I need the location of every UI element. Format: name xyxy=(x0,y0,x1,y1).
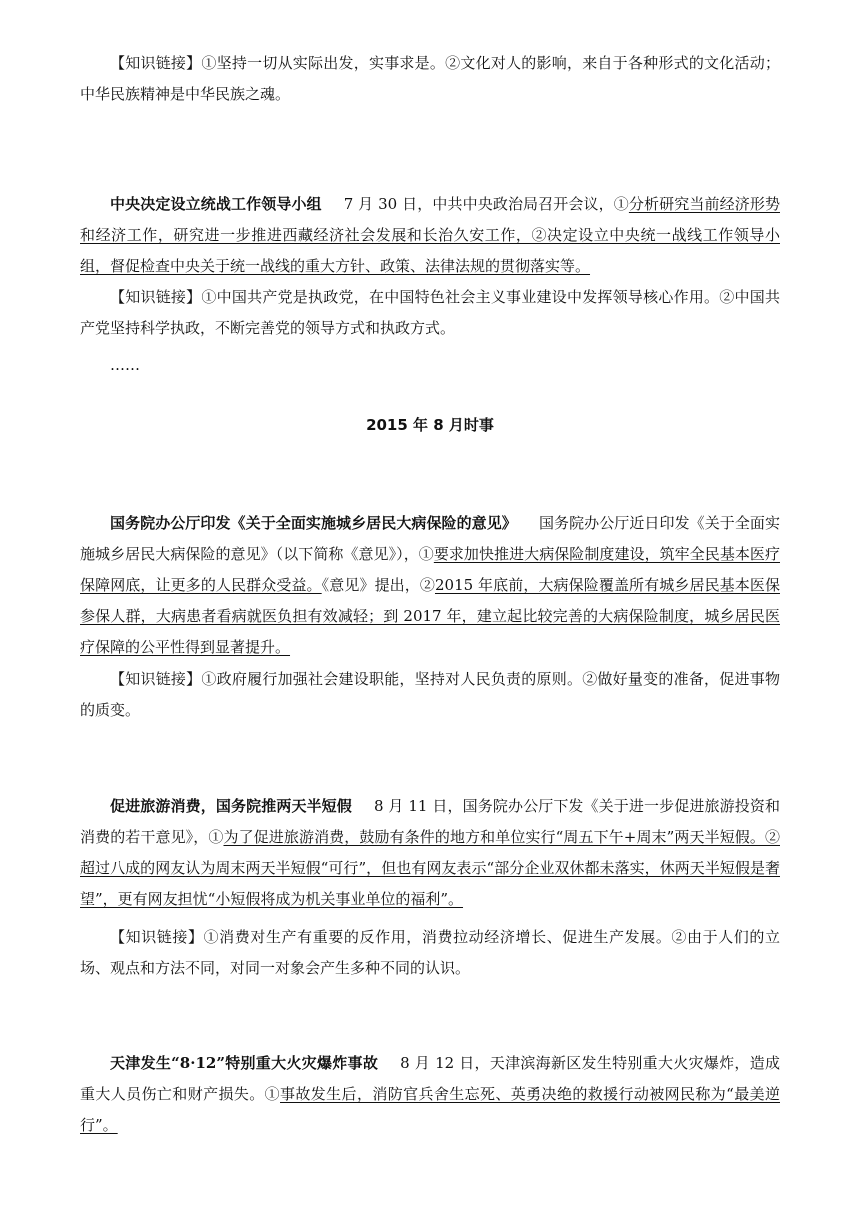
knowledge-link-label: 【知识链接】 xyxy=(110,928,204,946)
knowledge-link-label: 【知识链接】 xyxy=(110,54,202,72)
knowledge-link-text: ①坚持一切从实际出发，实事求是。②文化对人的影响，来自于各种形式的文化活动；中华民族精神是中华民族之魂。 xyxy=(80,54,780,103)
news-item-tourism xyxy=(80,791,780,915)
news-title: 促进旅游消费，国务院推两天半短假 xyxy=(110,797,352,815)
news-title: 国务院办公厅印发《关于全面实施城乡居民大病保险的意见》 xyxy=(110,514,517,532)
news-underlined-text-2: 2015 年底前，大病保险覆盖所有城乡居民基本医保参保人群，大病患者看病就医负担有效减轻；到 2017 年，建立起比较完善的大病保险制度，城乡居民医疗保障的公平性得到显著提升。 xyxy=(80,576,780,656)
knowledge-link-text: ①中国共产党是执政党，在中国特色社会主义事业建设中发挥领导核心作用。②中国共产党坚持科学执政，不断完善党的领导方式和执政方式。 xyxy=(80,288,780,337)
knowledge-link-4 xyxy=(80,922,780,984)
knowledge-link-label: 【知识链接】 xyxy=(110,670,202,688)
news-lead: 8 月 12 日，天津滨海新区发生特别重大火灾爆炸，造成重大人员伤亡和财产损失。① xyxy=(80,1054,780,1103)
news-lead: 国务院办公厅近日印发《关于全面实施城乡居民大病保险的意见》（以下简称《意见》），① xyxy=(80,514,780,563)
news-lead: 7 月 30 日，中共中央政治局召开会议，① xyxy=(343,195,629,213)
news-underlined-text: 事故发生后，消防官兵舍生忘死、英勇决绝的救援行动被网民称为“最美逆行”。 xyxy=(80,1085,780,1134)
ellipsis: …… xyxy=(110,356,140,374)
knowledge-link-text: ①消费对生产有重要的反作用，消费拉动经济增长、促进生产发展。②由于人们的立场、观点和方法不同，对同一对象会产生多种不同的认识。 xyxy=(80,928,780,977)
news-underlined-text: 分析研究当前经济形势和经济工作，研究进一步推进西藏经济社会发展和长治久安工作，②决定设立中央统一战线工作领导小组，督促检查中央关于统一战线的重大方针、政策、法律法规的贯彻落实等。 xyxy=(80,195,780,275)
news-underlined-text: 为了促进旅游消费，鼓励有条件的地方和单位实行“周五下午+周末”两天半短假。②超过八成的网友认为周末两天半短假“可行”，但也有网友表示“部分企业双休都未落实，休两天半短假是奢望”，更有网友担忧“小短假将成为机关事业单位的福利”。 xyxy=(80,828,780,908)
news-lead: 8 月 11 日，国务院办公厅下发《关于进一步促进旅游投资和消费的若干意见》，① xyxy=(80,797,780,846)
news-underlined-text: 要求加快推进大病保险制度建设，筑牢全民基本医疗保障网底，让更多的人民群众受益。 xyxy=(80,545,780,594)
news-item-tianjin xyxy=(80,1048,780,1141)
knowledge-link-2 xyxy=(80,282,780,344)
knowledge-link-1 xyxy=(80,48,780,110)
knowledge-link-3 xyxy=(80,664,780,726)
news-item-united-front xyxy=(80,189,780,282)
news-item-insurance xyxy=(80,508,780,663)
section-title: 2015 年 8 月时事 xyxy=(366,416,494,434)
news-mid: 《意见》提出，② xyxy=(321,576,435,594)
news-title: 天津发生“8·12”特别重大火灾爆炸事故 xyxy=(110,1054,379,1072)
news-title: 中央决定设立统战工作领导小组 xyxy=(110,195,322,213)
knowledge-link-text: ①政府履行加强社会建设职能，坚持对人民负责的原则。②做好量变的准备，促进事物的质变。 xyxy=(80,670,780,719)
knowledge-link-label: 【知识链接】 xyxy=(110,288,202,306)
